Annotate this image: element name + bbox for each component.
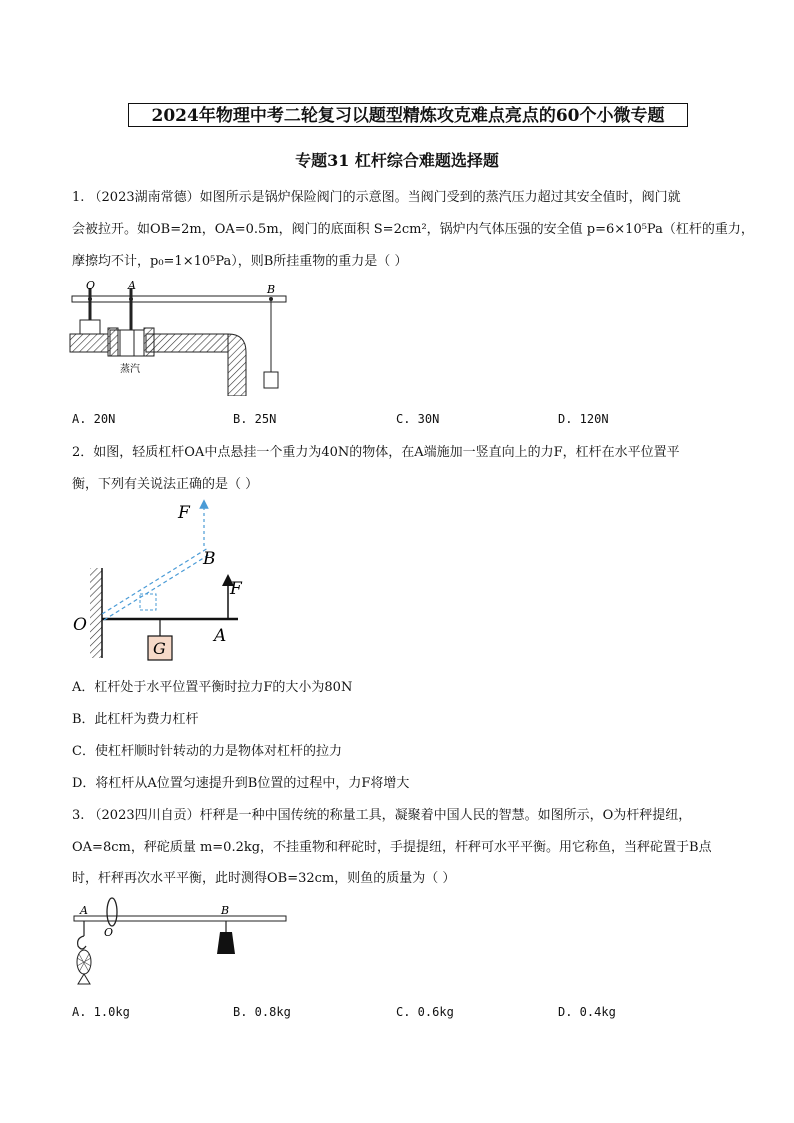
q2-stem-line1: 2．如图，轻质杠杆OA中点悬挂一个重力为40N的物体，在A端施加一竖直向上的力F，杠杆在水平位置平 xyxy=(72,445,680,460)
q2-stem-line2: 衡，下列有关说法正确的是（ ） xyxy=(72,477,259,492)
q3-label-a: A xyxy=(80,904,88,917)
q2-label-f-right: F xyxy=(230,579,242,599)
q1-label-o: O xyxy=(86,279,96,292)
q1-stem-line2: 会被拉开。如OB=2m，OA=0.5m，阀门的底面积 S=2cm²，锅炉内气体压强的安全值 p=6×10⁵Pa（杠杆的重力， xyxy=(72,222,754,237)
q1-stem-line3: 摩擦均不计，p₀=1×10⁵Pa），则B所挂重物的重力是（ ） xyxy=(72,254,408,269)
q1-label-b: B xyxy=(267,283,276,296)
q2-label-b: B xyxy=(203,549,216,569)
page-title: 2024年物理中考二轮复习以题型精炼攻克难点亮点的60个小微专题 xyxy=(128,103,688,127)
q3-stem-line2: OA=8cm，秤砣质量 m=0.2kg，不挂重物和秤砣时，手提提纽，杆秤可水平平衡。用它称鱼，当秤砣置于B点 xyxy=(72,840,712,855)
q1-label-steam: 蒸汽 xyxy=(120,364,140,375)
q3-option-c[interactable]: C. 0.6kg xyxy=(396,1005,454,1019)
topic-title: 专题31 杠杆综合难题选择题 xyxy=(295,151,499,170)
q3-option-a[interactable]: A. 1.0kg xyxy=(72,1005,130,1019)
q2-option-b[interactable]: B．此杠杆为费力杠杆 xyxy=(72,712,199,727)
q2-label-f-top: F xyxy=(178,503,190,523)
q1-valve-figure xyxy=(68,278,292,396)
q3-stem-line1: 3. （2023四川自贡）杆秤是一种中国传统的称量工具，凝聚着中国人民的智慧。如图所示，O为杆秤提纽， xyxy=(72,808,692,823)
q2-label-g: G xyxy=(153,639,166,658)
q3-stem-line3: 时，杆秤再次水平平衡，此时测得OB=32cm，则鱼的质量为（ ） xyxy=(72,871,456,886)
q2-option-a[interactable]: A．杠杆处于水平位置平衡时拉力F的大小为80N xyxy=(72,680,353,695)
q1-label-a: A xyxy=(128,279,136,292)
q2-label-a: A xyxy=(214,626,227,646)
q3-label-o: O xyxy=(104,926,114,939)
q3-steelyard-figure xyxy=(70,896,290,988)
q3-label-b: B xyxy=(221,904,230,917)
q1-option-c[interactable]: C. 30N xyxy=(396,412,440,426)
q3-option-d[interactable]: D. 0.4kg xyxy=(558,1005,616,1019)
q2-option-c[interactable]: C．使杠杆顺时针转动的力是物体对杠杆的拉力 xyxy=(72,744,342,759)
fish-icon xyxy=(77,950,91,984)
q3-option-b[interactable]: B. 0.8kg xyxy=(233,1005,291,1019)
q2-option-d[interactable]: D．将杠杆从A位置匀速提升到B位置的过程中，力F将增大 xyxy=(72,776,410,791)
q1-stem-line1: 1. （2023湖南常德）如图所示是锅炉保险阀门的示意图。当阀门受到的蒸汽压力超过其安全值时，阀门就 xyxy=(72,190,681,205)
q2-lever-figure xyxy=(70,496,260,668)
q2-label-o: O xyxy=(73,615,87,635)
q1-option-d[interactable]: D. 120N xyxy=(558,412,609,426)
q1-option-a[interactable]: A. 20N xyxy=(72,412,116,426)
q1-option-b[interactable]: B. 25N xyxy=(233,412,277,426)
